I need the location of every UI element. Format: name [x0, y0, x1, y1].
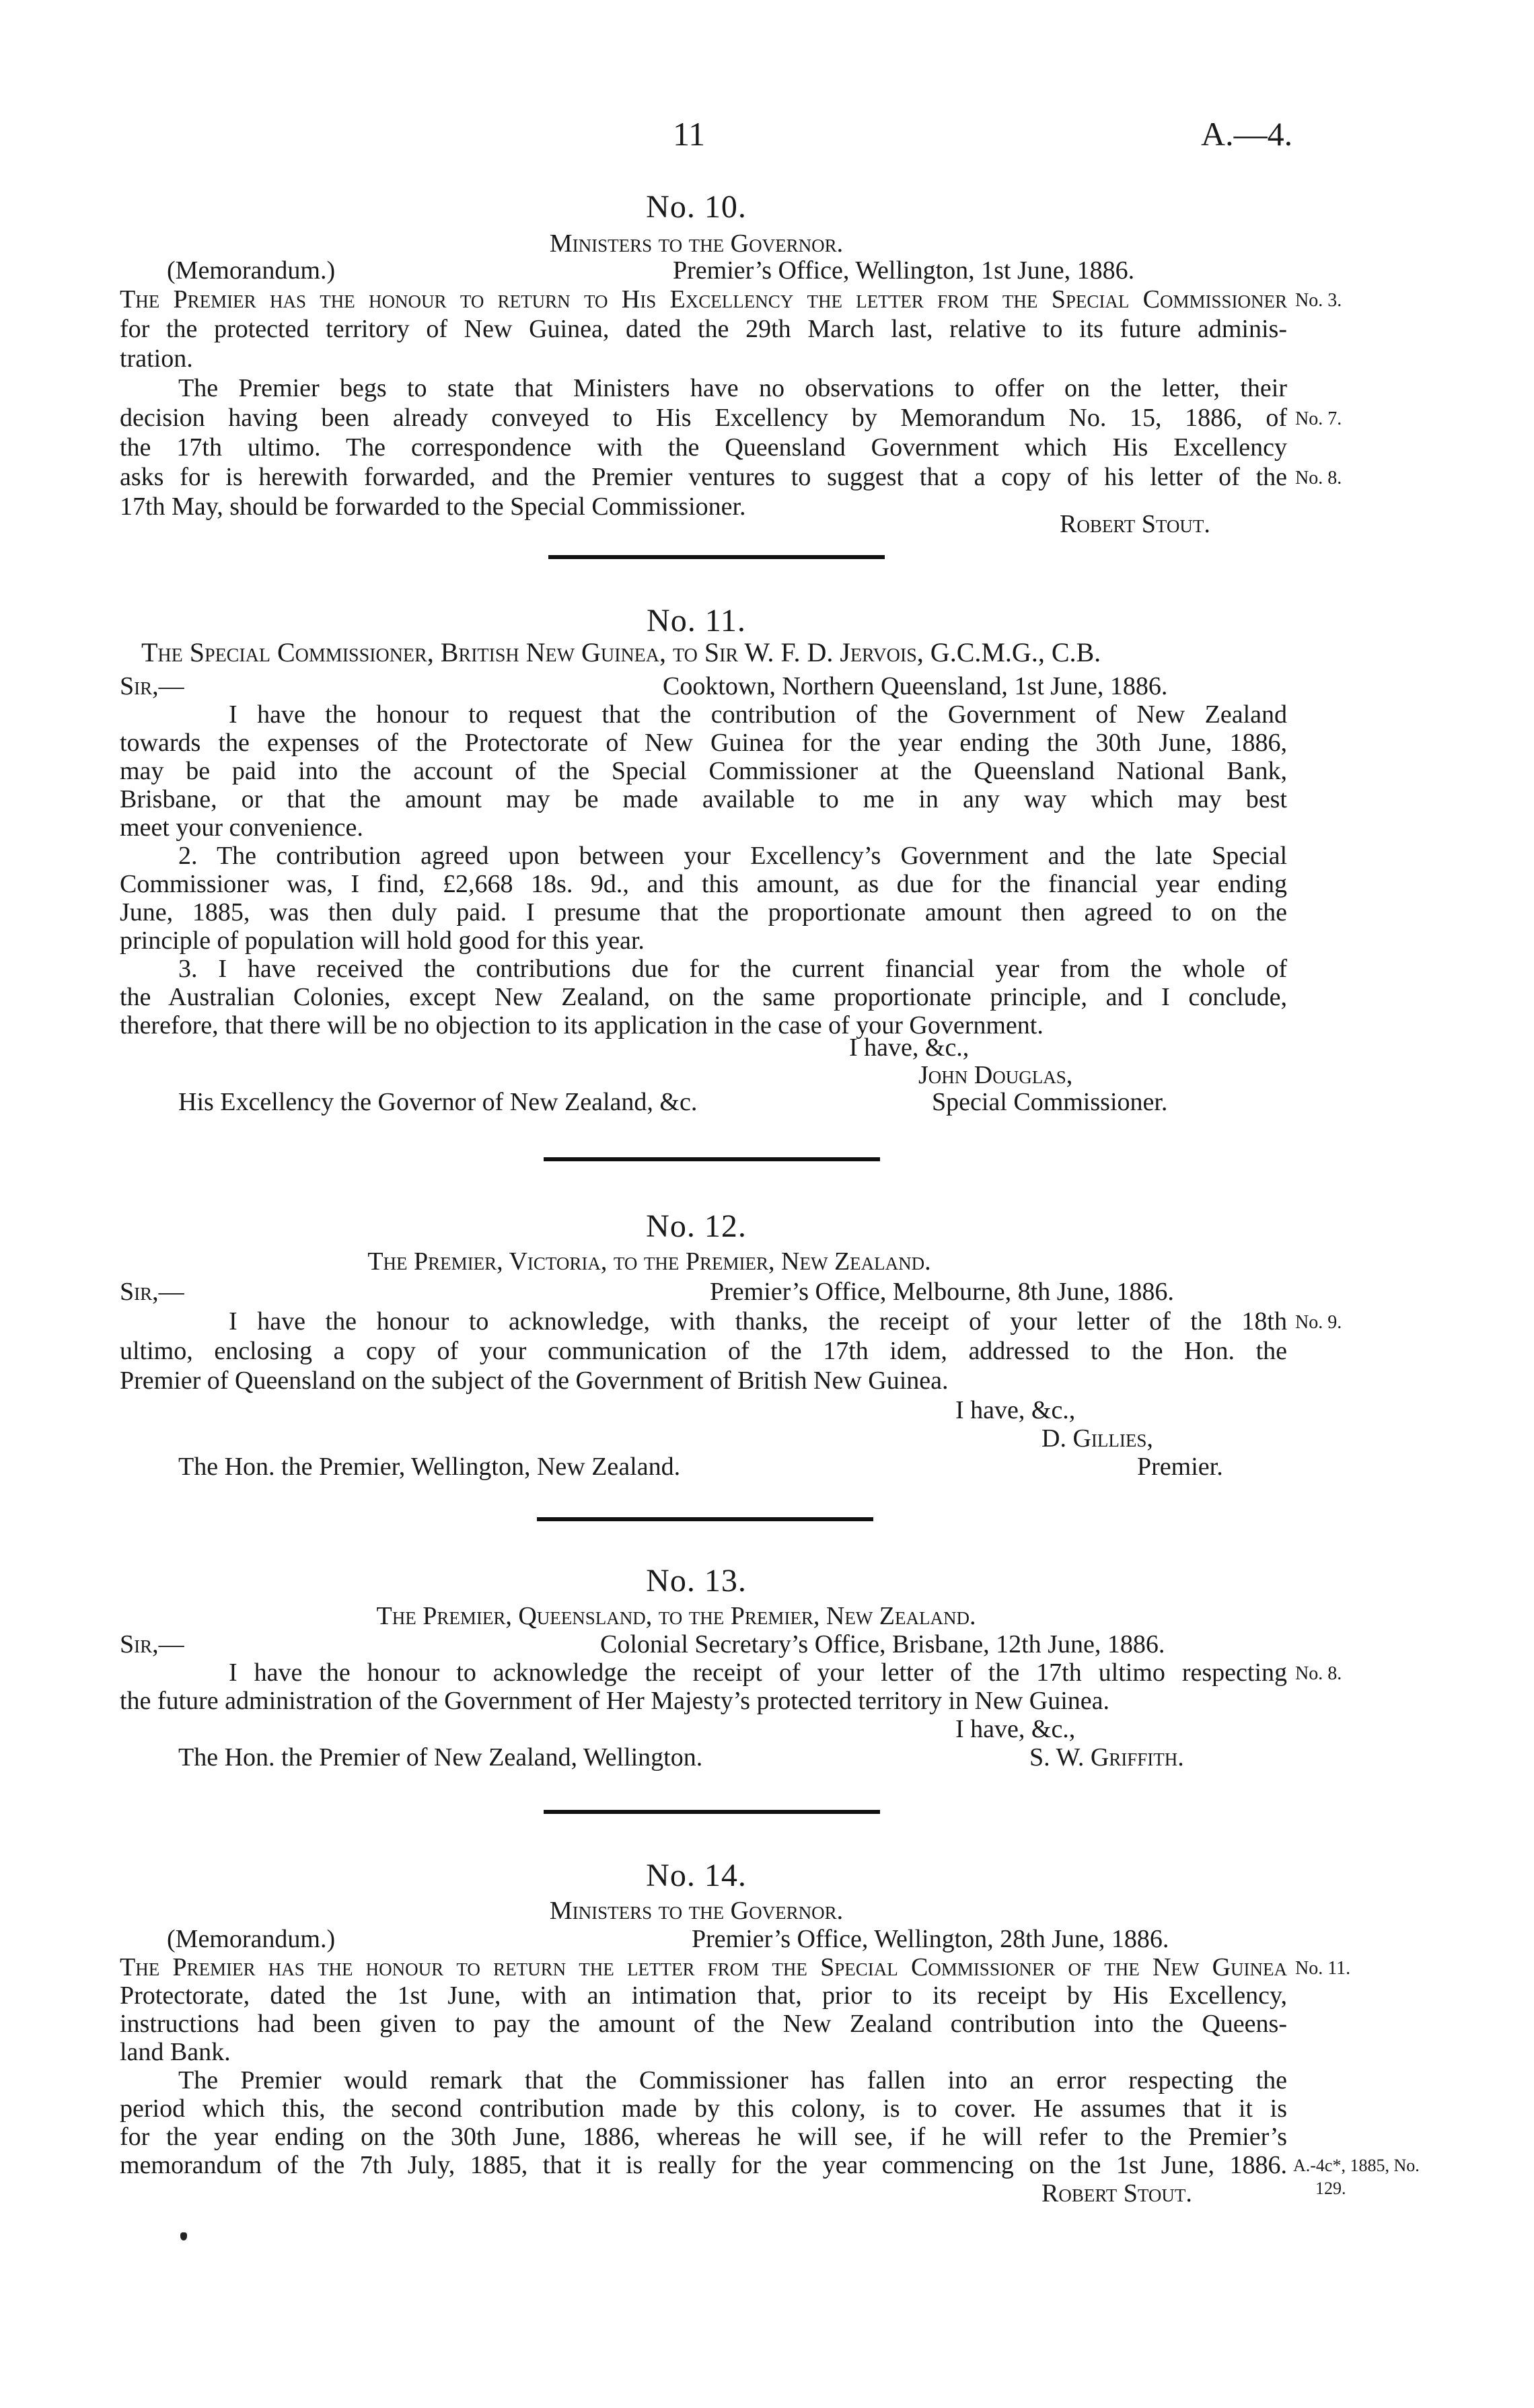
body-line: asks for is herewith forwarded, and the Premier ventures to suggest that a copy of his letter of the — [120, 463, 1287, 491]
margin-note: No. 8. — [1295, 468, 1342, 488]
body-line: Commissioner was, I find, £2,668 18s. 9d., and this amount, as due for the financial year ending — [120, 870, 1287, 898]
addressee: The Hon. the Premier of New Zealand, Wellington. — [178, 1743, 703, 1772]
doc-heading: The Premier, Queensland, to the Premier, New Zealand. — [376, 1602, 976, 1630]
memorandum-label: (Memorandum.) — [167, 1925, 336, 1953]
body-line: therefore, that there will be no objection to its application in the case of your Government. — [120, 1011, 1044, 1039]
signature: S. W. Griffith. — [1029, 1743, 1184, 1772]
doc-number: No. 12. — [646, 1208, 747, 1244]
section-divider — [537, 1517, 873, 1521]
body-line: may be paid into the account of the Special Commissioner at the Queensland National Bank, — [120, 757, 1287, 785]
body-line: period which this, the second contribution made by this colony, is to cover. He assumes that it is — [120, 2094, 1287, 2123]
body-line: 17th May, should be forwarded to the Special Commissioner. — [120, 492, 746, 521]
doc-heading: The Special Commissioner, British New Guinea, to Sir W. F. D. Jervois, G.C.M.G., C.B. — [141, 637, 1101, 667]
body-line: Brisbane, or that the amount may be made available to me in any way which may best — [120, 785, 1287, 813]
margin-note: No. 3. — [1295, 290, 1342, 311]
place-date: Premier’s Office, Melbourne, 8th June, 1886. — [710, 1278, 1174, 1306]
closing: I have, &c., — [955, 1396, 1076, 1424]
body-line: instructions had been given to pay the amount of the New Zealand contribution into the Queens- — [120, 2010, 1287, 2038]
section-divider — [544, 1157, 880, 1161]
signature: John Douglas, — [918, 1061, 1073, 1089]
addressee: The Hon. the Premier, Wellington, New Zealand. — [178, 1453, 681, 1481]
body-line: Premier of Queensland on the subject of the Government of British New Guinea. — [120, 1366, 949, 1395]
body-line: meet your convenience. — [120, 813, 363, 842]
body-line: for the year ending on the 30th June, 1886, whereas he will see, if he will refer to the Premier’s — [120, 2123, 1287, 2151]
body-line: I have the honour to acknowledge the receipt of your letter of the 17th ultimo respecting — [229, 1658, 1287, 1687]
body-line: June, 1885, was then duly paid. I presume that the proportionate amount then agreed to on the — [120, 898, 1287, 926]
salutation: Sir,— — [120, 1278, 184, 1306]
doc-number: No. 13. — [646, 1563, 747, 1599]
body-line: The Premier begs to state that Ministers have no observations to offer on the letter, their — [178, 374, 1287, 402]
body-line: for the protected territory of New Guinea, dated the 29th March last, relative to its future adminis- — [120, 315, 1287, 343]
body-line: I have the honour to request that the contribution of the Government of New Zealand — [229, 700, 1287, 729]
section-divider — [548, 555, 885, 559]
body-line: land Bank. — [120, 2038, 231, 2066]
body-line: I have the honour to acknowledge, with thanks, the receipt of your letter of the 18th — [229, 1307, 1287, 1336]
signature: D. Gillies, — [1042, 1424, 1153, 1453]
body-line: The Premier has the honour to return to His Excellency the letter from the Special Commissioner — [120, 285, 1287, 314]
doc-heading: Ministers to the Governor. — [549, 229, 844, 258]
margin-note: No. 9. — [1295, 1312, 1342, 1333]
closing: I have, &c., — [849, 1033, 970, 1062]
place-date: Colonial Secretary’s Office, Brisbane, 12th June, 1886. — [600, 1630, 1165, 1658]
place-date: Premier’s Office, Wellington, 28th June, 1886. — [692, 1925, 1169, 1953]
place-date: Premier’s Office, Wellington, 1st June, 1886. — [673, 256, 1135, 285]
margin-note: A.-4c*, 1885, No. — [1293, 2156, 1420, 2175]
ink-mark — [180, 2232, 187, 2240]
body-line: 3. I have received the contributions due for the current financial year from the whole of — [178, 955, 1287, 983]
body-line: the 17th ultimo. The correspondence with the Queensland Government which His Excellency — [120, 433, 1287, 462]
memorandum-label: (Memorandum.) — [167, 256, 336, 285]
salutation: Sir,— — [120, 1630, 184, 1658]
doc-number: No. 14. — [646, 1858, 747, 1893]
body-line: principle of population will hold good for this year. — [120, 926, 645, 955]
body-line: The Premier has the honour to return the letter from the Special Commissioner of the New Guinea — [120, 1953, 1287, 1981]
document-reference: A.—4. — [1201, 115, 1293, 153]
body-line: the future administration of the Government of Her Majesty’s protected territory in New Guinea. — [120, 1687, 1109, 1715]
body-line: 2. The contribution agreed upon between your Excellency’s Government and the late Special — [178, 842, 1287, 870]
page-number: 11 — [673, 115, 706, 153]
body-line: memorandum of the 7th July, 1885, that it is really for the year commencing on the 1st June, 1886. — [120, 2151, 1287, 2179]
doc-heading: Ministers to the Governor. — [549, 1897, 844, 1925]
doc-number: No. 10. — [646, 189, 747, 225]
body-line: ultimo, enclosing a copy of your communication of the 17th idem, addressed to the Hon. the — [120, 1337, 1287, 1365]
salutation: Sir,— — [120, 672, 184, 700]
margin-note: No. 8. — [1295, 1663, 1342, 1684]
margin-note: No. 7. — [1295, 408, 1342, 429]
place-date: Cooktown, Northern Queensland, 1st June, 1886. — [663, 672, 1168, 700]
body-line: the Australian Colonies, except New Zealand, on the same proportionate principle, and I conclude, — [120, 983, 1287, 1011]
doc-heading: The Premier, Victoria, to the Premier, New Zealand. — [367, 1247, 931, 1276]
signature: Robert Stout. — [1060, 510, 1210, 538]
signature: Robert Stout. — [1042, 2179, 1192, 2208]
doc-number: No. 11. — [647, 603, 746, 639]
margin-note: 129. — [1315, 2179, 1346, 2198]
body-line: decision having been already conveyed to His Excellency by Memorandum No. 15, 1886, of — [120, 404, 1287, 432]
body-line: The Premier would remark that the Commissioner has fallen into an error respecting the — [178, 2066, 1287, 2094]
addressee: His Excellency the Governor of New Zealand, &c. — [178, 1088, 698, 1116]
signatory-title: Special Commissioner. — [932, 1088, 1168, 1116]
section-divider — [544, 1810, 880, 1814]
margin-note: No. 11. — [1295, 1958, 1351, 1979]
body-line: Protectorate, dated the 1st June, with an intimation that, prior to its receipt by His Excellency, — [120, 1981, 1287, 2010]
body-line: tration. — [120, 344, 193, 373]
signatory-title: Premier. — [1137, 1453, 1223, 1481]
closing: I have, &c., — [955, 1715, 1076, 1743]
body-line: towards the expenses of the Protectorate of New Guinea for the year ending the 30th June, 1886, — [120, 729, 1287, 757]
